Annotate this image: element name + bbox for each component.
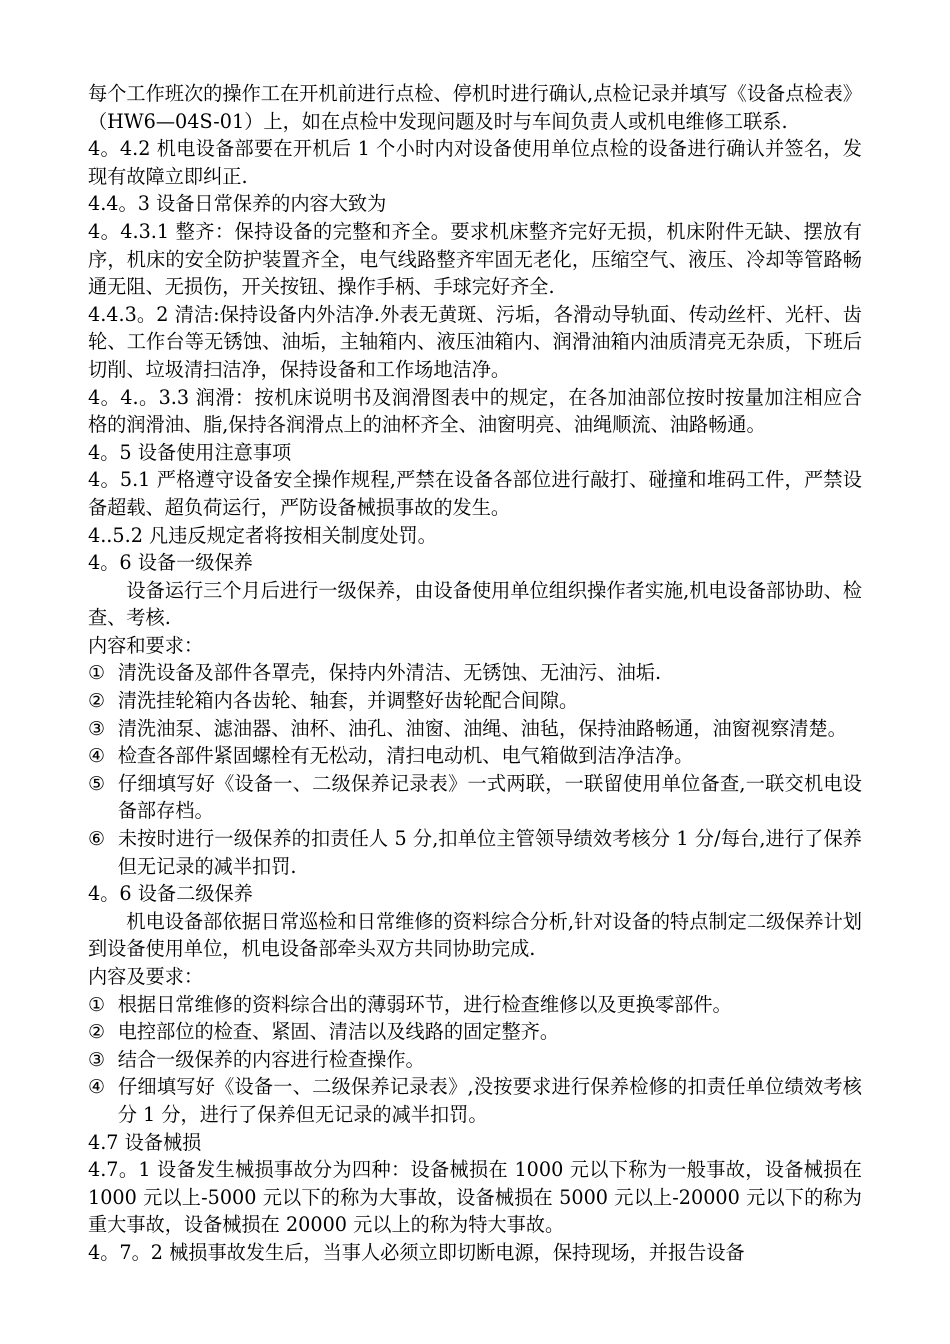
list-item-text: 未按时进行一级保养的扣责任人 5 分,扣单位主管领导绩效考核分 1 分/每台,进行了保养但无记录的减半扣罚.	[117, 827, 862, 878]
list-marker: ③	[88, 1047, 106, 1071]
list-item-text: 清洗挂轮箱内各齿轮、轴套，并调整好齿轮配合间隙。	[117, 689, 579, 713]
list-item-text: 清洗油泵、滤油器、油杯、油孔、油窗、油绳、油毡，保持油路畅通，油窗视察清楚。	[117, 716, 847, 740]
list-item-text: 检查各部件紧固螺栓有无松动，清扫电动机、电气箱做到洁净洁净。	[117, 744, 694, 768]
list-item	[88, 1018, 862, 1046]
list-item	[88, 742, 862, 770]
list-item	[88, 991, 862, 1019]
heading-4-5: 4。5 设备使用注意事项	[88, 440, 292, 464]
level1-requirements-label: 内容和要求：	[88, 633, 204, 657]
paragraph-4-4-2: 4。4.2 机电设备部要在开机后 1 个小时内对设备使用单位点检的设备进行确认并签名，发现有故障立即纠正.	[88, 137, 862, 188]
heading-4-4-3: 4.4。3 设备日常保养的内容大致为	[88, 192, 387, 216]
list-marker: ④	[88, 744, 106, 768]
paragraph-4-7-1: 4.7。1 设备发生械损事故分为四种：设备械损在 1000 元以下称为一般事故，设备械损在 1000 元以上-5000 元以下的称为大事故，设备械损在 5000 元以上-20000 元以下的称为重大事故，设备械损在 20000 元以上的称为特大事故。	[88, 1158, 862, 1237]
level2-intro: 机电设备部依据日常巡检和日常维修的资料综合分析,针对设备的特点制定二级保养计划到设备使用单位，机电设备部牵头双方共同协助完成.	[88, 909, 862, 961]
list-item	[88, 715, 862, 743]
level1-list	[88, 659, 862, 880]
list-item-text: 仔细填写好《设备一、二级保养记录表》,没按要求进行保养检修的扣责任单位绩效考核分 1 分，进行了保养但无记录的减半扣罚。	[117, 1075, 862, 1126]
list-marker: ①	[88, 661, 106, 685]
list-item	[88, 770, 862, 825]
paragraph-4-4-3-1: 4。4.3.1 整齐：保持设备的完整和齐全。要求机床整齐完好无损，机床附件无缺、摆放有序，机床的安全防护装置齐全，电气线路整齐牢固无老化，压缩空气、液压、冷却等管路畅通无阻、无损伤，开关按钮、操作手柄、手球完好齐全.	[88, 219, 862, 299]
list-item-text: 仔细填写好《设备一、二级保养记录表》一式两联，一联留使用单位备查,一联交机电设备部存档。	[117, 771, 862, 823]
list-marker: ③	[88, 716, 106, 740]
list-marker: ④	[88, 1075, 106, 1099]
level2-requirements-label: 内容及要求：	[88, 965, 204, 988]
list-item-text: 根据日常维修的资料综合出的薄弱环节，进行检查维修以及更换零部件。	[117, 992, 732, 1016]
paragraph-4-5-2: 4..5.2 凡违反规定者将按相关制度处罚。	[88, 523, 437, 547]
heading-4-6-level2: 4。6 设备二级保养	[88, 882, 253, 906]
list-item	[88, 1046, 862, 1074]
paragraph-4-4-3-2: 4.4.3。2 清洁:保持设备内外洁净.外表无黄斑、污垢，各滑动导轨面、传动丝杆、光杆、齿轮、工作台等无锈蚀、油垢，主轴箱内、液压油箱内、润滑油箱内油质清亮无杂质，下班后切削、垃圾清扫洁净，保持设备和工作场地洁净。	[88, 302, 862, 381]
list-item-text: 结合一级保养的内容进行检查操作。	[117, 1047, 425, 1071]
list-marker: ⑥	[88, 827, 106, 851]
list-marker: ②	[88, 1020, 106, 1044]
list-item-text: 电控部位的检查、紧固、清洁以及线路的固定整齐。	[117, 1020, 560, 1044]
paragraph-4-7-2: 4。7。2 械损事故发生后，当事人必须立即切断电源，保持现场，并报告设备	[88, 1240, 745, 1264]
level2-list	[88, 991, 862, 1129]
list-item-text: 清洗设备及部件各罩壳，保持内外清洁、无锈蚀、无油污、油垢.	[117, 661, 662, 685]
list-marker: ②	[88, 689, 106, 713]
list-marker: ①	[88, 992, 106, 1016]
list-item	[88, 825, 862, 880]
list-item	[88, 687, 862, 715]
list-item	[88, 659, 862, 687]
paragraph-inspection-record: 每个工作班次的操作工在开机前进行点检、停机时进行确认,点检记录并填写《设备点检表》（HW6—04S-01）上，如在点检中发现问题及时与车间负责人或机电维修工联系.	[88, 82, 862, 133]
paragraph-4-4-3-3: 4。4.。3.3 润滑：按机床说明书及润滑图表中的规定，在各加油部位按时按量加注相应合格的润滑油、脂,保持各润滑点上的油杯齐全、油窗明亮、油绳顺流、油路畅通。	[88, 385, 862, 437]
document-page	[88, 80, 862, 1267]
heading-4-7: 4.7 设备械损	[88, 1130, 202, 1154]
paragraph-4-5-1: 4。5.1 严格遵守设备安全操作规程,严禁在设备各部位进行敲打、碰撞和堆码工件，严禁设备超载、超负荷运行，严防设备械损事故的发生。	[88, 468, 862, 519]
list-item	[88, 1073, 862, 1128]
level1-intro: 设备运行三个月后进行一级保养，由设备使用单位组织操作者实施,机电设备部协助、检查、考核.	[88, 578, 862, 630]
list-marker: ⑤	[88, 771, 106, 795]
heading-4-6-level1: 4。6 设备一级保养	[88, 551, 253, 575]
